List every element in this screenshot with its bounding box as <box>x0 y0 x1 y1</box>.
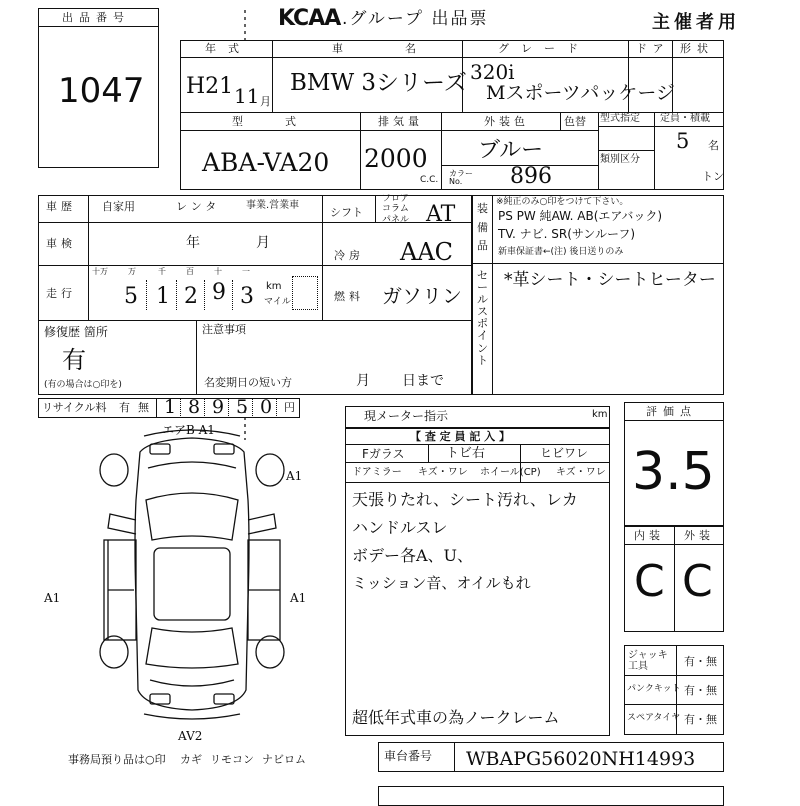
inspection-month-unit: 月 <box>256 235 270 251</box>
score-value: 3.5 <box>632 442 715 502</box>
exterior-color-label: 外装色 <box>484 115 529 128</box>
equipment-label: 装備品 <box>477 202 488 253</box>
mileage-digit-5: 3 <box>240 284 254 309</box>
model-label: 型式 <box>232 115 338 128</box>
car-name-label: 車名 <box>332 42 478 55</box>
mileage-digit-4: 9 <box>212 280 226 305</box>
digit-unit-4: 百 <box>186 267 194 276</box>
inspector-note-5: 超低年式車の為ノークレーム <box>352 708 560 727</box>
sales-point-label: セールスポイント <box>477 269 488 367</box>
diagram-mark-right: A1 <box>286 469 303 483</box>
repair-history-note: (有の場合は○印を) <box>44 380 122 390</box>
inspector-title: 【 査 定 員 記 入 】 <box>410 430 510 443</box>
recycle-digit-2: 8 <box>188 396 201 418</box>
glass-label: Fガラス <box>362 447 405 461</box>
mile-option: マイル <box>264 297 291 307</box>
ac-label: 冷房 <box>334 249 364 262</box>
puncture-label: パンクキット <box>627 684 681 694</box>
mileage-digit-3: 2 <box>184 284 198 309</box>
shift-value: AT <box>426 202 456 227</box>
recycle-none: 無 <box>138 401 149 414</box>
equipment-note: ※純正のみ○印をつけて下さい。 <box>496 197 629 207</box>
equipment-line2: TV. ナビ. SR(サンルーフ) <box>498 227 636 241</box>
mileage-digit-2: 1 <box>156 284 170 309</box>
grade-line1: 320i <box>470 60 515 84</box>
wheel-value: キズ・ワレ <box>556 467 606 478</box>
jack-value: 有・無 <box>684 655 717 668</box>
inspector-note-4: ミッション音、オイルもれ <box>352 574 531 592</box>
rental-option: レンタ <box>176 200 221 213</box>
inspection-year-unit: 年 <box>186 235 200 251</box>
chassis-label: 車台番号 <box>384 749 433 763</box>
fuel-label: 燃料 <box>334 290 364 303</box>
equipment-box <box>472 195 724 395</box>
inspector-note-2: ハンドルスレ <box>352 518 448 537</box>
color-num-label: カラー No. <box>449 169 473 186</box>
exterior-value: C <box>682 556 713 607</box>
grade-label: グレード <box>498 42 590 55</box>
mirror-label: ドアミラー <box>352 467 402 478</box>
shape-label: 形状 <box>680 42 714 55</box>
digit-unit-2: 万 <box>128 267 136 276</box>
chassis-value: WBAPG56020NH14993 <box>466 748 696 770</box>
jack-label: ジャッキ工具 <box>628 650 668 672</box>
organizer-copy-label: 主催者用 <box>652 12 740 33</box>
history-label: 車歴 <box>46 200 76 213</box>
displacement-label: 排気量 <box>378 115 423 128</box>
interior-value: C <box>634 556 665 607</box>
interior-label: 内装 <box>634 529 664 542</box>
recycle-has: 有 <box>119 401 130 414</box>
form-title: .グループ 出品票 <box>342 9 489 29</box>
brand-logo: KCAA <box>278 6 341 31</box>
equipment-line3: 新車保証書←(注) 後日送りのみ <box>498 247 624 257</box>
color-num-value: 896 <box>510 164 552 189</box>
sales-point-text: *革シート・シートヒーター <box>504 270 716 290</box>
glass-value: トビ右 <box>446 446 486 461</box>
glass-crack: ヒビワレ <box>540 446 589 460</box>
shift-label: シフト <box>330 206 363 219</box>
expiry-label: 名変期日の短い方 <box>204 376 292 389</box>
puncture-value: 有・無 <box>684 684 717 697</box>
model-value: ABA-VA20 <box>202 148 330 177</box>
month-unit: 月 <box>260 95 271 108</box>
capacity-label: 定員・積載 <box>660 113 710 124</box>
diagram-mark-right-rear: A1 <box>290 591 307 605</box>
remote-option: リモコン <box>210 753 254 766</box>
month-value: 11 <box>234 84 260 108</box>
mirror-value: キズ・ワレ <box>418 467 468 478</box>
displacement-value: 2000 <box>364 144 428 173</box>
navi-option: ナビロム <box>262 753 306 766</box>
car-name-value: BMW 3シリーズ <box>290 70 467 96</box>
inspection-label: 車検 <box>46 237 76 250</box>
repair-history-label: 修復歴 箇所 <box>44 325 108 339</box>
lot-number: 1047 <box>58 71 145 111</box>
office-items-label: 事務局預り品は○印 <box>68 753 166 766</box>
year-label: 年式 <box>205 42 251 55</box>
recycle-digit-1: 1 <box>164 396 177 418</box>
displacement-unit: C.C. <box>420 175 439 185</box>
category-label: 類別区分 <box>600 154 640 165</box>
diagram-mark-rear: AV2 <box>178 729 203 743</box>
mileage-label: 走行 <box>46 287 76 300</box>
color-change-label: 色替 <box>564 115 586 128</box>
year-value: H21 <box>186 74 234 99</box>
meter-label: 現メーター指示 <box>364 409 449 423</box>
equipment-line1: PS PW 純AW. AB(エアバック) <box>498 209 663 223</box>
capacity-value: 5 <box>676 129 690 153</box>
expiry-month: 月 <box>356 373 370 389</box>
capacity-unit: 名 <box>708 139 719 152</box>
meter-unit: km <box>592 409 608 420</box>
score-label: 評価点 <box>646 405 697 418</box>
mileage-tail-box <box>292 276 318 310</box>
digit-unit-5: 十 <box>214 267 222 276</box>
inspector-note-1: 天張りたれ、シート汚れ、レカ <box>352 490 578 509</box>
footer-box <box>378 786 724 806</box>
diagram-mark-left: A1 <box>44 591 61 605</box>
recycle-digit-3: 9 <box>212 396 225 418</box>
digit-unit-6: 一 <box>242 267 250 276</box>
recycle-label: リサイクル料 <box>42 401 107 414</box>
lot-number-label: 出品番号 <box>62 11 130 24</box>
doors-label: ドア <box>636 42 670 55</box>
wheel-label: ホイール(CP) <box>480 467 541 478</box>
recycle-digit-4: 5 <box>236 396 249 418</box>
exterior-color-value: ブルー <box>478 138 544 163</box>
inspector-note-3: ボデー各A、U、 <box>352 546 474 565</box>
digit-unit-3: 千 <box>158 267 166 276</box>
spare-value: 有・無 <box>684 713 717 726</box>
business-option: 事業.営業車 <box>246 200 300 211</box>
recycle-digit-5: 0 <box>260 396 273 418</box>
digit-unit-1: 十万 <box>92 267 108 276</box>
diagram-mark-front: エアB A1 <box>162 423 215 437</box>
spare-label: スペアタイヤ <box>627 713 681 723</box>
grade-line2: Mスポーツパッケージ <box>486 82 675 104</box>
fuel-value: ガソリン <box>382 284 462 308</box>
private-use-option: 自家用 <box>102 200 135 213</box>
notes-label: 注意事項 <box>202 323 246 336</box>
load-unit: トン <box>702 170 724 183</box>
expiry-day: 日まで <box>402 373 444 389</box>
mileage-digit-1: 5 <box>124 284 138 309</box>
km-option: km <box>266 281 282 292</box>
repair-history-value: 有 <box>62 346 86 374</box>
ac-value: AAC <box>400 238 454 266</box>
recycle-unit: 円 <box>284 401 295 414</box>
shift-options: フロア コラム パネル <box>382 194 410 225</box>
type-spec-label: 型式指定 <box>600 113 640 124</box>
key-option: カギ <box>180 753 202 766</box>
exterior-label: 外装 <box>684 529 714 542</box>
